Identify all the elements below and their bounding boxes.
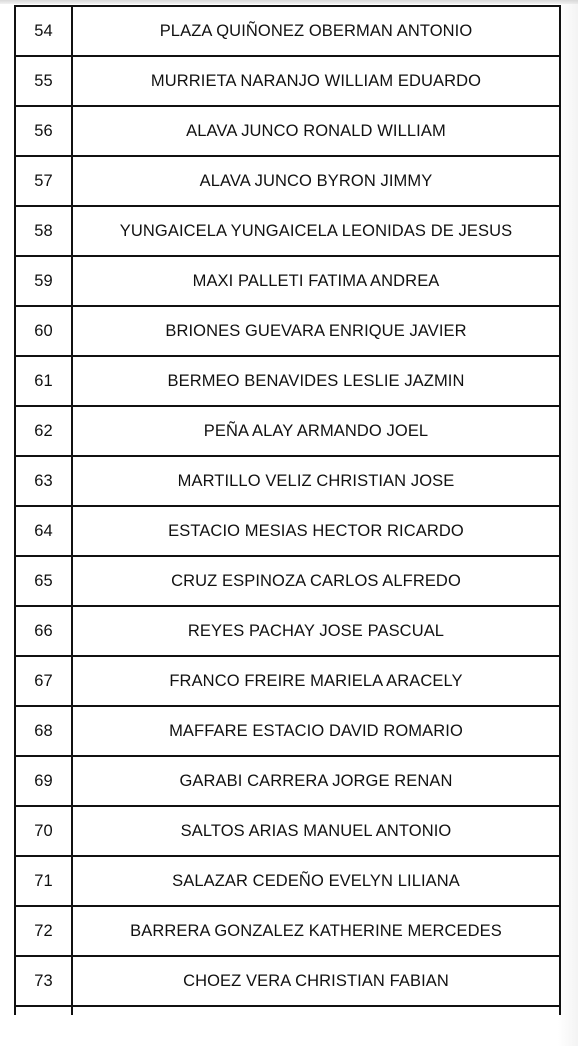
full-name-cell: MAFFARE ESTACIO DAVID ROMARIO [72, 706, 560, 756]
table-row [15, 606, 560, 656]
full-name-cell: GARABI CARRERA JORGE RENAN [72, 756, 560, 806]
table-row [15, 556, 560, 606]
table-row [15, 906, 560, 956]
row-number-cell: 69 [15, 756, 72, 806]
row-number-cell: 57 [15, 156, 72, 206]
number-cell [15, 1006, 72, 1015]
table-row [15, 106, 560, 156]
row-number-cell: 64 [15, 506, 72, 556]
row-number-cell: 65 [15, 556, 72, 606]
full-name-cell: PEÑA ALAY ARMANDO JOEL [72, 406, 560, 456]
row-number-cell: 59 [15, 256, 72, 306]
full-name-cell: FRANCO FREIRE MARIELA ARACELY [72, 656, 560, 706]
full-name-cell: ALAVA JUNCO RONALD WILLIAM [72, 106, 560, 156]
table-row [15, 406, 560, 456]
table-row [15, 656, 560, 706]
row-number-cell: 54 [15, 6, 72, 56]
full-name-cell: BARRERA GONZALEZ KATHERINE MERCEDES [72, 906, 560, 956]
row-number-cell: 71 [15, 856, 72, 906]
row-number-cell: 61 [15, 356, 72, 406]
full-name-cell: SALAZAR CEDEÑO EVELYN LILIANA [72, 856, 560, 906]
full-name-cell: ESTACIO MESIAS HECTOR RICARDO [72, 506, 560, 556]
row-number-cell: 63 [15, 456, 72, 506]
full-name-cell: SALTOS ARIAS MANUEL ANTONIO [72, 806, 560, 856]
table-row [15, 206, 560, 256]
document-sheet [14, 5, 561, 1015]
table-row [15, 756, 560, 806]
table-row [15, 6, 560, 56]
full-name-cell: BRIONES GUEVARA ENRIQUE JAVIER [72, 306, 560, 356]
full-name-cell: CRUZ ESPINOZA CARLOS ALFREDO [72, 556, 560, 606]
table-row [15, 306, 560, 356]
table-row [15, 506, 560, 556]
full-name-cell: CHOEZ VERA CHRISTIAN FABIAN [72, 956, 560, 1006]
page-top-edge [0, 0, 578, 4]
roster-table-body [15, 6, 560, 1015]
page-right-shadow [558, 0, 578, 1046]
table-row [15, 356, 560, 406]
roster-table [14, 5, 561, 1015]
table-row [15, 956, 560, 1006]
row-number-cell: 68 [15, 706, 72, 756]
full-name-cell: ALAVA JUNCO BYRON JIMMY [72, 156, 560, 206]
row-number-cell: 72 [15, 906, 72, 956]
row-number-cell: 70 [15, 806, 72, 856]
row-number-cell: 62 [15, 406, 72, 456]
row-number-cell: 55 [15, 56, 72, 106]
table-row [15, 256, 560, 306]
row-number-cell: 66 [15, 606, 72, 656]
full-name-cell: MARTILLO VELIZ CHRISTIAN JOSE [72, 456, 560, 506]
full-name-cell: MURRIETA NARANJO WILLIAM EDUARDO [72, 56, 560, 106]
table-row [15, 56, 560, 106]
table-row [15, 706, 560, 756]
table-row [15, 806, 560, 856]
row-number-cell: 73 [15, 956, 72, 1006]
row-number-cell: 67 [15, 656, 72, 706]
full-name-cell: BERMEO BENAVIDES LESLIE JAZMIN [72, 356, 560, 406]
name-cell [72, 1006, 560, 1015]
full-name-cell: YUNGAICELA YUNGAICELA LEONIDAS DE JESUS [72, 206, 560, 256]
row-number-cell: 56 [15, 106, 72, 156]
row-number-cell: 58 [15, 206, 72, 256]
table-row [15, 856, 560, 906]
table-row [15, 456, 560, 506]
full-name-cell: PLAZA QUIÑONEZ OBERMAN ANTONIO [72, 6, 560, 56]
full-name-cell: MAXI PALLETI FATIMA ANDREA [72, 256, 560, 306]
full-name-cell: REYES PACHAY JOSE PASCUAL [72, 606, 560, 656]
row-number-cell: 60 [15, 306, 72, 356]
table-row-cutoff [15, 1006, 560, 1015]
table-row [15, 156, 560, 206]
